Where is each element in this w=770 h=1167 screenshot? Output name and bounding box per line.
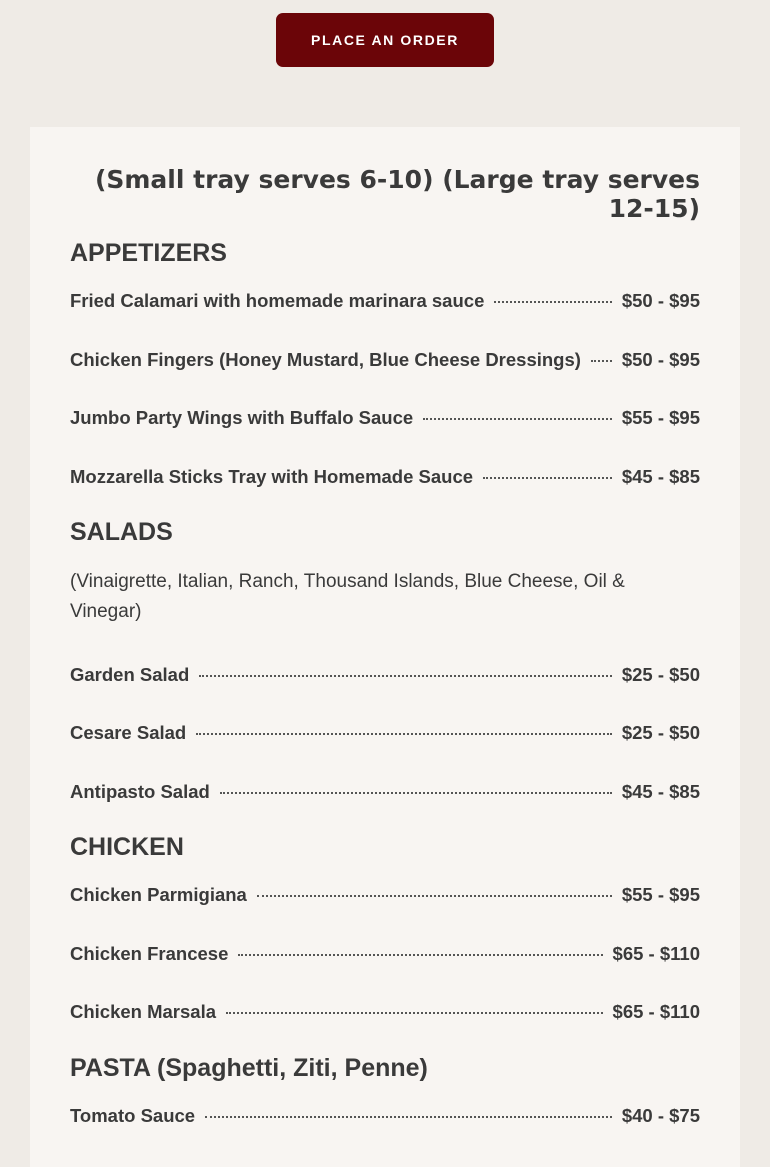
menu-item-price: $40 - $75 [621, 1105, 700, 1126]
dot-leader [483, 477, 612, 479]
section-title-chicken: CHICKEN [70, 833, 184, 861]
menu-item [70, 883, 700, 907]
menu-item-price: $50 - $95 [621, 290, 700, 311]
menu-item-name: Mozzarella Sticks Tray with Homemade Sauce [70, 466, 474, 487]
menu-item [70, 465, 700, 489]
menu-item [70, 289, 700, 313]
menu-item [70, 348, 700, 372]
menu-item-name: Chicken Fingers (Honey Mustard, Blue Cheese Dressings) [70, 349, 581, 370]
menu-item [70, 1000, 700, 1024]
menu-item-name: Antipasto Salad [70, 781, 210, 802]
menu-item-name: Cesare Salad [70, 722, 187, 743]
dot-leader [226, 1012, 603, 1014]
dot-leader [591, 360, 612, 362]
dot-leader [238, 954, 602, 956]
dot-leader [494, 301, 611, 303]
dot-leader [220, 792, 612, 794]
salads-dressing-note: (Vinaigrette, Italian, Ranch, Thousand Islands, Blue Cheese, Oil & Vinegar) [70, 571, 625, 622]
header-bar [0, 0, 770, 127]
menu-item [70, 406, 700, 430]
menu-item-name: Chicken Marsala [70, 1001, 217, 1022]
menu-item-price: $25 - $50 [621, 722, 700, 743]
dot-leader [199, 675, 612, 677]
menu-item-price: $55 - $95 [621, 407, 700, 428]
menu-item-name: Jumbo Party Wings with Buffalo Sauce [70, 407, 414, 428]
menu-item-price: $50 - $95 [621, 349, 700, 370]
menu-item [70, 780, 700, 804]
menu-item [70, 663, 700, 687]
section-title-salads: SALADS [70, 518, 173, 546]
menu-item-price: $65 - $110 [612, 1001, 700, 1022]
catering-menu [30, 127, 740, 1167]
menu-item-price: $25 - $50 [621, 664, 700, 685]
menu-item [70, 942, 700, 966]
menu-item [70, 1104, 700, 1128]
place-order-button[interactable]: PLACE AN ORDER [276, 13, 494, 67]
menu-item-price: $45 - $85 [621, 466, 700, 487]
menu-item-price: $55 - $95 [621, 884, 700, 905]
menu-item-name: Chicken Parmigiana [70, 884, 247, 905]
dot-leader [205, 1116, 612, 1118]
tray-size-note: (Small tray serves 6-10) (Large tray serves 12-15) [94, 165, 700, 223]
dot-leader [423, 418, 612, 420]
menu-item-name: Garden Salad [70, 664, 190, 685]
section-title-appetizers: APPETIZERS [70, 239, 227, 267]
dot-leader [257, 895, 612, 897]
menu-item [70, 721, 700, 745]
menu-item-name: Tomato Sauce [70, 1105, 196, 1126]
menu-item-price: $45 - $85 [621, 781, 700, 802]
dot-leader [196, 733, 612, 735]
menu-item-name: Fried Calamari with homemade marinara sauce [70, 290, 485, 311]
menu-item-price: $65 - $110 [612, 943, 700, 964]
menu-item-name: Chicken Francese [70, 943, 229, 964]
section-title-pasta: PASTA (Spaghetti, Ziti, Penne) [70, 1054, 428, 1082]
